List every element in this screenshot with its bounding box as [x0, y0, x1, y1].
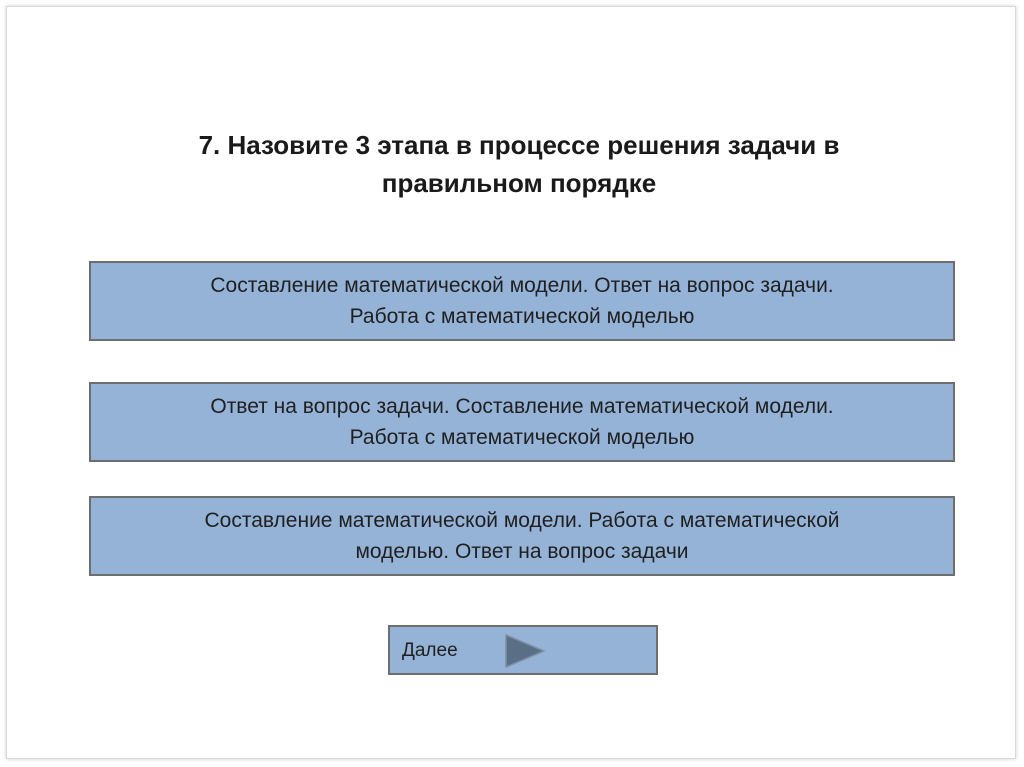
- answer-option-3-line-2: моделью. Ответ на вопрос задачи: [355, 540, 689, 563]
- answer-option-3-text: [204, 505, 839, 567]
- answer-option-2-line-1: Ответ на вопрос задачи. Составление математической модели.: [210, 395, 834, 418]
- slide: [6, 6, 1016, 759]
- answer-option-1[interactable]: [89, 261, 955, 341]
- answer-option-2[interactable]: [89, 382, 955, 462]
- answer-option-3-line-1: Составление математической модели. Работа с математической: [204, 509, 840, 532]
- next-button[interactable]: [388, 625, 658, 675]
- play-arrow-icon: [504, 633, 546, 669]
- answer-option-3[interactable]: [89, 496, 955, 576]
- answer-option-1-line-1: Составление математической модели. Ответ на вопрос задачи.: [210, 274, 834, 297]
- answer-option-2-text: [210, 391, 833, 453]
- answer-option-1-line-2: Работа с математической моделью: [349, 305, 695, 328]
- answer-option-1-text: [210, 270, 833, 332]
- question-line-1: 7. Назовите 3 этапа в процессе решения задачи в: [198, 130, 840, 160]
- question-line-2: правильном порядке: [381, 168, 657, 198]
- question-title: [127, 126, 911, 202]
- answer-option-2-line-2: Работа с математической моделью: [349, 426, 695, 449]
- next-button-label: Далее: [402, 640, 458, 661]
